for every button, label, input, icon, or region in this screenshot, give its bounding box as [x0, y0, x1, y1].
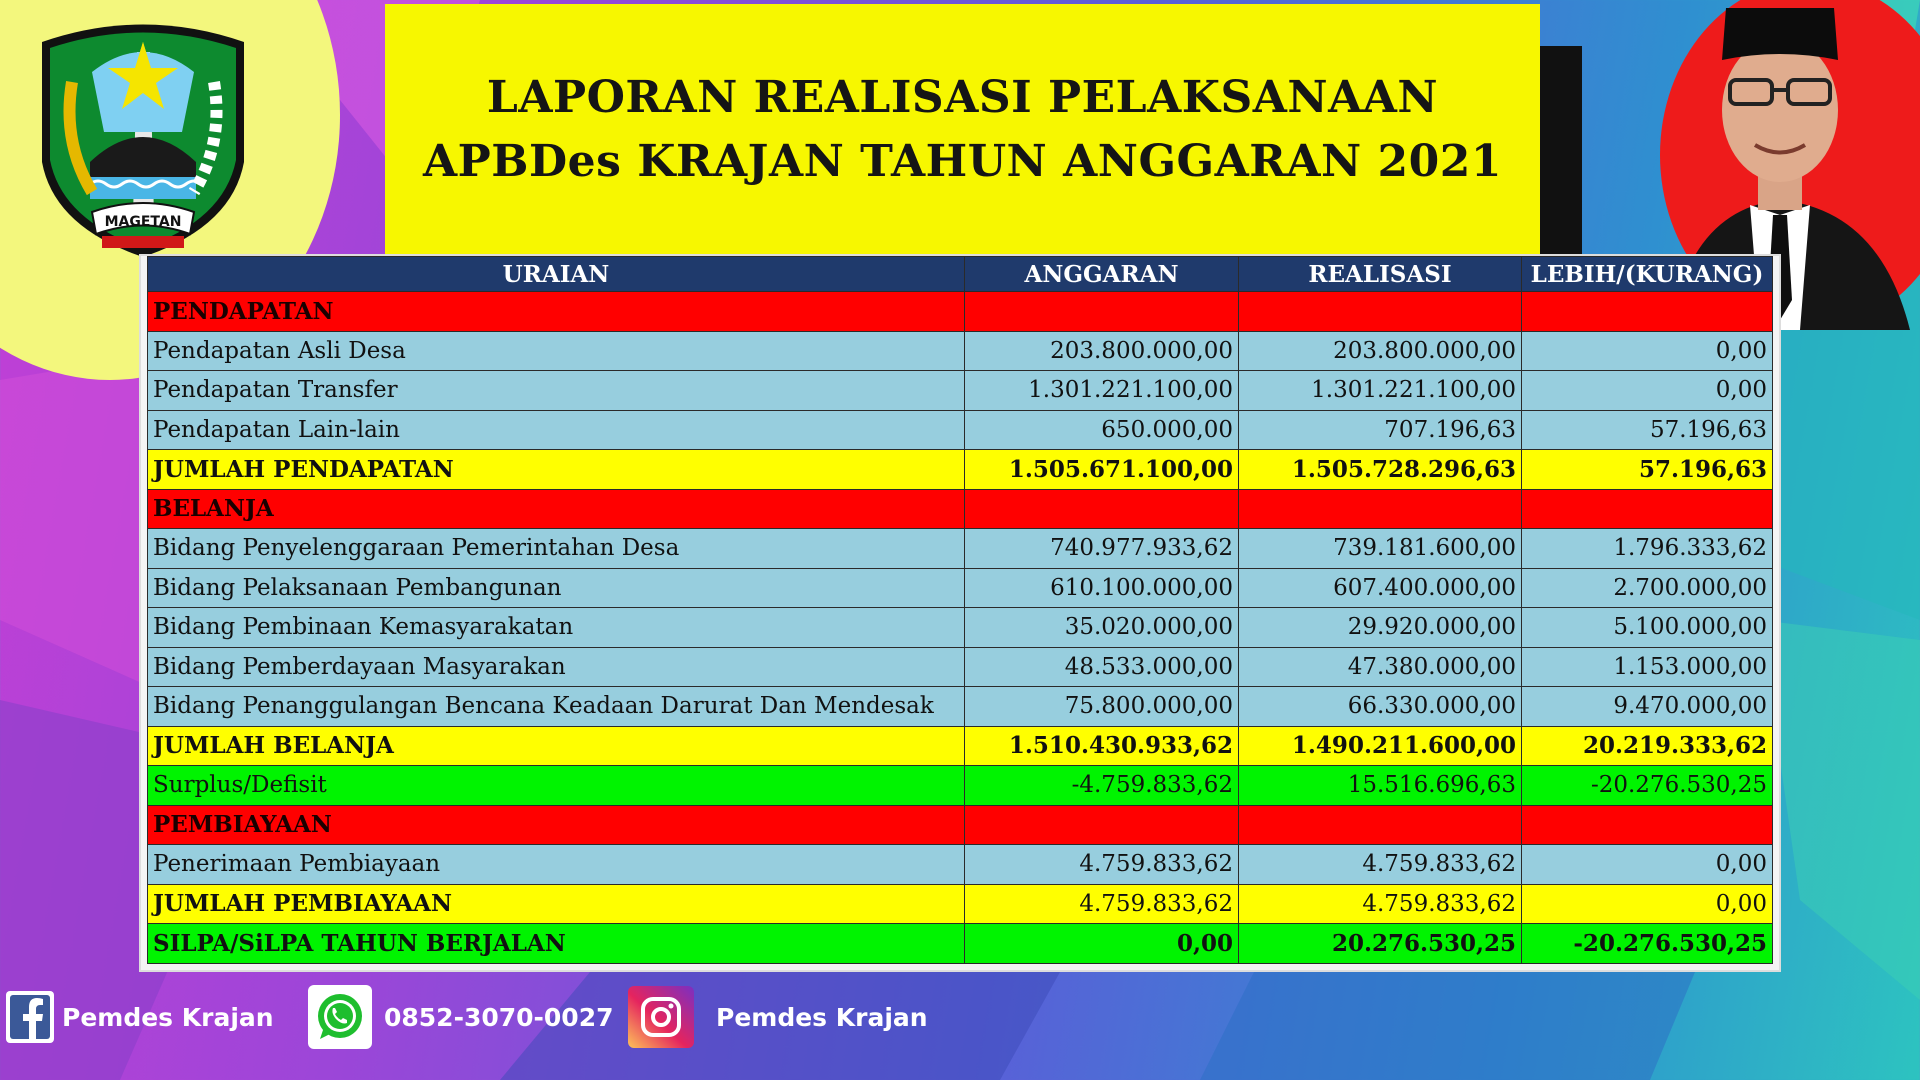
cell-realisasi: 707.196,63	[1239, 410, 1522, 450]
table-row	[148, 489, 1773, 529]
header-realisasi: REALISASI	[1239, 257, 1522, 292]
header-lebih-kurang: LEBIH/(KURANG)	[1522, 257, 1773, 292]
cell-lebih-kurang: 9.470.000,00	[1522, 687, 1773, 727]
cell-realisasi: 4.759.833,62	[1239, 845, 1522, 885]
cell-uraian: Pendapatan Asli Desa	[148, 331, 965, 371]
cell-lebih-kurang: 57.196,63	[1522, 450, 1773, 490]
cell-anggaran	[965, 489, 1239, 529]
cell-anggaran: 650.000,00	[965, 410, 1239, 450]
whatsapp-icon	[308, 985, 372, 1049]
whatsapp-text: 0852-3070-0027	[384, 1002, 614, 1032]
cell-realisasi: 1.505.728.296,63	[1239, 450, 1522, 490]
cell-anggaran: 4.759.833,62	[965, 884, 1239, 924]
cell-lebih-kurang: 57.196,63	[1522, 410, 1773, 450]
table-body	[148, 292, 1773, 964]
cell-realisasi: 739.181.600,00	[1239, 529, 1522, 569]
cell-anggaran: 1.301.221.100,00	[965, 371, 1239, 411]
cell-uraian: Bidang Pemberdayaan Masyarakan	[148, 647, 965, 687]
cell-lebih-kurang: 5.100.000,00	[1522, 608, 1773, 648]
title-line-1: LAPORAN REALISASI PELAKSANAAN	[486, 72, 1439, 123]
table-row	[148, 410, 1773, 450]
table-header-row	[148, 257, 1773, 292]
cell-anggaran: 740.977.933,62	[965, 529, 1239, 569]
cell-lebih-kurang: 20.219.333,62	[1522, 726, 1773, 766]
cell-realisasi	[1239, 292, 1522, 332]
table-row	[148, 331, 1773, 371]
report-table	[147, 256, 1773, 964]
cell-anggaran: 610.100.000,00	[965, 568, 1239, 608]
cell-lebih-kurang: 0,00	[1522, 845, 1773, 885]
cell-anggaran: 4.759.833,62	[965, 845, 1239, 885]
instagram-icon	[628, 986, 694, 1048]
cell-uraian: SILPA/SiLPA TAHUN BERJALAN	[148, 924, 965, 964]
social-footer	[0, 985, 1000, 1055]
cell-anggaran: 203.800.000,00	[965, 331, 1239, 371]
whatsapp-link[interactable]	[308, 985, 614, 1049]
cell-uraian: Bidang Penyelenggaraan Pemerintahan Desa	[148, 529, 965, 569]
cell-uraian: BELANJA	[148, 489, 965, 529]
cell-uraian: JUMLAH BELANJA	[148, 726, 965, 766]
cell-uraian: Pendapatan Transfer	[148, 371, 965, 411]
cell-uraian: PENDAPATAN	[148, 292, 965, 332]
cell-anggaran: -4.759.833,62	[965, 766, 1239, 806]
cell-uraian: Bidang Pembinaan Kemasyarakatan	[148, 608, 965, 648]
cell-realisasi: 47.380.000,00	[1239, 647, 1522, 687]
cell-anggaran: 1.505.671.100,00	[965, 450, 1239, 490]
table-row	[148, 805, 1773, 845]
table-row	[148, 529, 1773, 569]
cell-uraian: Penerimaan Pembiayaan	[148, 845, 965, 885]
table-row	[148, 687, 1773, 727]
table-row	[148, 568, 1773, 608]
cell-realisasi	[1239, 805, 1522, 845]
cell-realisasi: 203.800.000,00	[1239, 331, 1522, 371]
cell-lebih-kurang	[1522, 489, 1773, 529]
cell-anggaran: 75.800.000,00	[965, 687, 1239, 727]
cell-lebih-kurang	[1522, 805, 1773, 845]
cell-realisasi: 607.400.000,00	[1239, 568, 1522, 608]
cell-anggaran: 48.533.000,00	[965, 647, 1239, 687]
cell-uraian: JUMLAH PEMBIAYAAN	[148, 884, 965, 924]
cell-uraian: Bidang Penanggulangan Bencana Keadaan Darurat Dan Mendesak	[148, 687, 965, 727]
cell-lebih-kurang: 1.796.333,62	[1522, 529, 1773, 569]
magetan-emblem-icon	[32, 12, 254, 260]
cell-realisasi: 4.759.833,62	[1239, 884, 1522, 924]
logo-text: MAGETAN	[104, 214, 182, 230]
table-row	[148, 845, 1773, 885]
cell-anggaran	[965, 292, 1239, 332]
cell-realisasi: 29.920.000,00	[1239, 608, 1522, 648]
cell-lebih-kurang: 0,00	[1522, 371, 1773, 411]
cell-lebih-kurang: 0,00	[1522, 331, 1773, 371]
cell-uraian: Surplus/Defisit	[148, 766, 965, 806]
header-anggaran: ANGGARAN	[965, 257, 1239, 292]
cell-realisasi: 20.276.530,25	[1239, 924, 1522, 964]
cell-uraian: JUMLAH PENDAPATAN	[148, 450, 965, 490]
facebook-text: Pemdes Krajan	[62, 1002, 274, 1032]
table-row	[148, 292, 1773, 332]
cell-realisasi	[1239, 489, 1522, 529]
cell-realisasi: 1.490.211.600,00	[1239, 726, 1522, 766]
table-row	[148, 371, 1773, 411]
table-row	[148, 924, 1773, 964]
cell-lebih-kurang: 0,00	[1522, 884, 1773, 924]
cell-uraian: Bidang Pelaksanaan Pembangunan	[148, 568, 965, 608]
cell-lebih-kurang: 1.153.000,00	[1522, 647, 1773, 687]
cell-realisasi: 66.330.000,00	[1239, 687, 1522, 727]
title-banner	[385, 4, 1540, 256]
cell-uraian: PEMBIAYAAN	[148, 805, 965, 845]
header-uraian: URAIAN	[148, 257, 965, 292]
cell-realisasi: 15.516.696,63	[1239, 766, 1522, 806]
facebook-link[interactable]	[6, 985, 274, 1049]
cell-lebih-kurang: 2.700.000,00	[1522, 568, 1773, 608]
cell-anggaran	[965, 805, 1239, 845]
table-row	[148, 450, 1773, 490]
instagram-text: Pemdes Krajan	[716, 1002, 928, 1032]
cell-uraian: Pendapatan Lain-lain	[148, 410, 965, 450]
instagram-link[interactable]	[628, 985, 928, 1049]
table-row	[148, 884, 1773, 924]
report-table-container	[141, 256, 1779, 970]
cell-lebih-kurang: -20.276.530,25	[1522, 766, 1773, 806]
cell-anggaran: 1.510.430.933,62	[965, 726, 1239, 766]
table-row	[148, 726, 1773, 766]
table-row	[148, 647, 1773, 687]
table-row	[148, 766, 1773, 806]
cell-realisasi: 1.301.221.100,00	[1239, 371, 1522, 411]
cell-anggaran: 0,00	[965, 924, 1239, 964]
cell-anggaran: 35.020.000,00	[965, 608, 1239, 648]
table-row	[148, 608, 1773, 648]
cell-lebih-kurang	[1522, 292, 1773, 332]
facebook-icon	[6, 991, 54, 1043]
title-line-2: APBDes KRAJAN TAHUN ANGGARAN 2021	[423, 136, 1502, 187]
cell-lebih-kurang: -20.276.530,25	[1522, 924, 1773, 964]
